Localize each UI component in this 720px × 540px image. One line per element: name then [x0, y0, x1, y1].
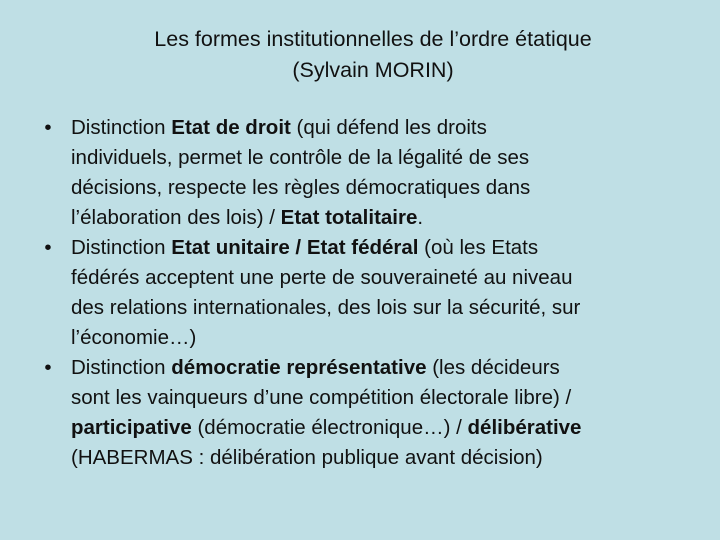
bullet-item-etat-unitaire — [44, 233, 671, 353]
bullet-line: l’économie…) — [71, 326, 197, 349]
bullet-line — [71, 233, 671, 263]
bullet-line: des relations internationales, des lois sur la sécurité, sur — [71, 296, 581, 319]
bullet-item-etat-de-droit — [44, 113, 671, 233]
bullet-keyword: Etat unitaire / Etat fédéral — [171, 236, 419, 259]
title-line-1: Les formes institutionnelles de l’ordre étatique — [154, 27, 592, 51]
bullet-line: (HABERMAS : délibération publique avant décision) — [71, 446, 543, 469]
bullet-text: (qui défend les droits — [290, 116, 487, 139]
bullet-text: (démocratie électronique…) / — [191, 416, 468, 439]
bullet-line — [71, 353, 671, 383]
bullet-text: . — [417, 206, 424, 229]
bullet-line: fédérés acceptent une perte de souveraineté au niveau — [71, 266, 573, 289]
bullet-keyword: Etat de droit — [171, 116, 291, 139]
bullet-item-democratie — [44, 353, 671, 473]
bullet-icon: • — [44, 236, 52, 259]
bullet-text: Distinction — [71, 116, 172, 139]
bullet-line — [71, 113, 671, 143]
bullet-icon: • — [44, 356, 52, 379]
bullet-line: décisions, respecte les règles démocratiques dans — [71, 176, 531, 199]
bullet-text: (les décideurs — [426, 356, 560, 379]
title-line-2: (Sylvain MORIN) — [292, 58, 454, 82]
bullet-line: individuels, permet le contrôle de la légalité de ses — [71, 146, 530, 169]
bullet-keyword: Etat totalitaire — [280, 206, 418, 229]
bullet-keyword: délibérative — [467, 416, 582, 439]
bullet-line — [71, 203, 671, 233]
bullet-line: sont les vainqueurs d’une compétition électorale libre) / — [71, 386, 572, 409]
bullet-keyword: démocratie représentative — [171, 356, 427, 379]
bullet-keyword: participative — [71, 416, 192, 439]
bullet-text: l’élaboration des lois) / — [71, 206, 281, 229]
bullet-icon: • — [44, 116, 52, 139]
bullet-text: (où les Etats — [418, 236, 539, 259]
bullet-text: Distinction — [71, 236, 172, 259]
bullet-line — [71, 413, 671, 443]
bullet-text: Distinction — [71, 356, 172, 379]
